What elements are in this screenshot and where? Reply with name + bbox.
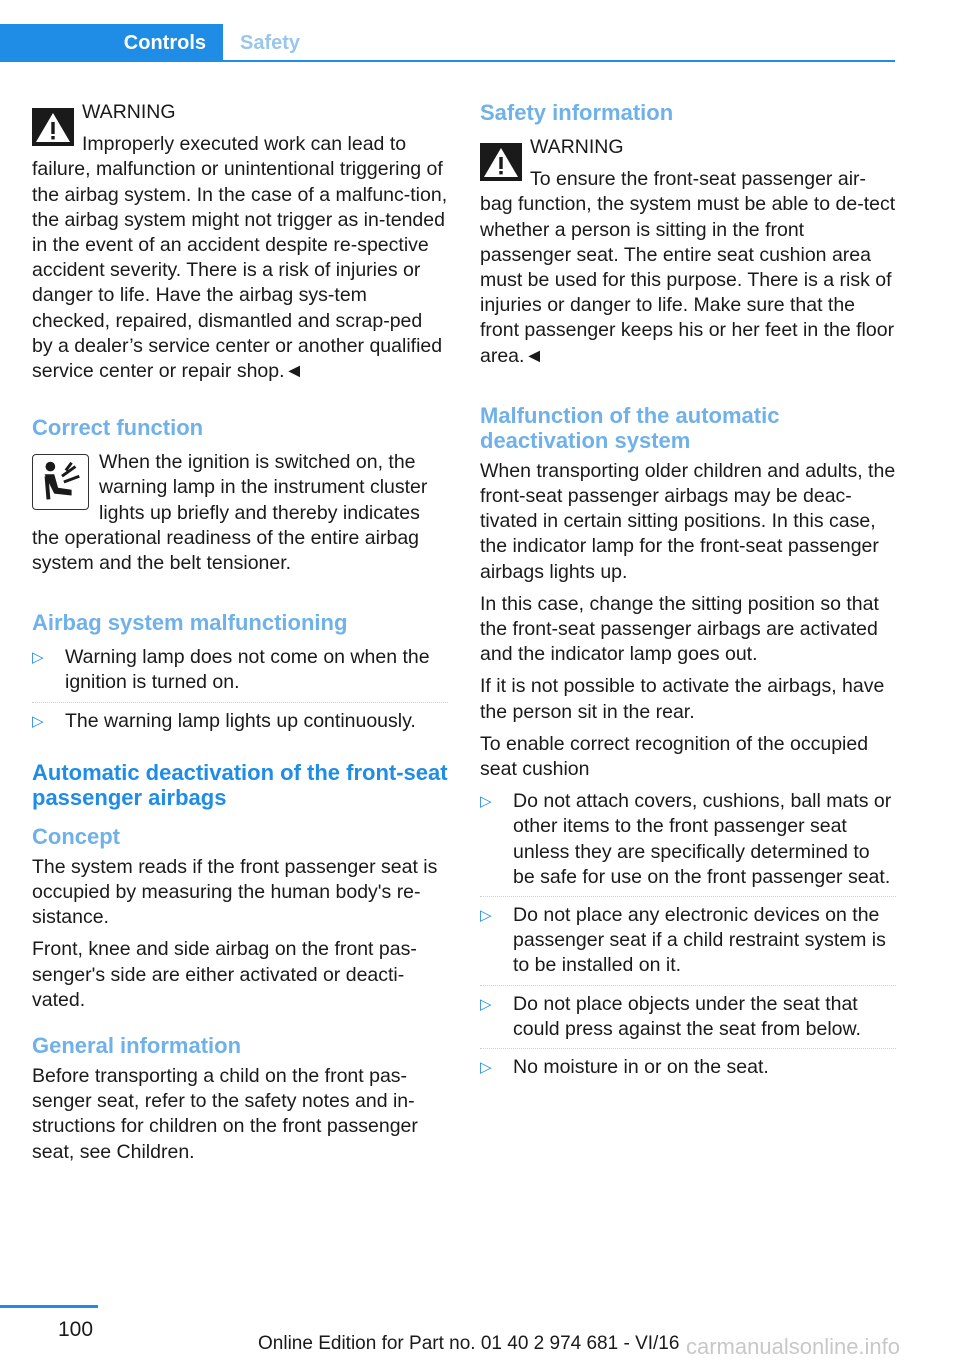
triangle-bullet-icon: ▷ — [480, 1059, 492, 1077]
list-item: ▷ No moisture in or on the seat. — [480, 1055, 896, 1086]
list-item: ▷ Do not place any electronic devices on the passenger seat if a child restraint system is to be installed on it. — [480, 903, 896, 986]
list-item: ▷ Do not attach covers, cushions, ball mats or other items to the front passenger seat unless they are specifically determined to be safe for use on the front passenger seat. — [480, 789, 896, 897]
triangle-bullet-icon: ▷ — [32, 649, 44, 667]
list-item: ▷ The warning lamp lights up continuously. — [32, 709, 448, 740]
malfunction-auto-text-4: To enable correct recognition of the occupied seat cushion — [480, 732, 869, 781]
warning-triangle-icon — [32, 108, 74, 146]
heading-auto-deactivation: Automatic deactivation of the front-seat passenger airbags — [32, 759, 448, 810]
concept-section — [32, 824, 448, 1013]
tab-controls[interactable]: Controls — [0, 24, 223, 60]
correct-function-block — [32, 450, 448, 576]
warning-block — [32, 100, 448, 384]
malfunction-auto-text-2: In this case, change the sitting position so that the front-seat passenger airbags are activated and the indicator lamp goes out. — [480, 592, 879, 666]
airbag-warning-lamp-icon — [32, 454, 89, 510]
right-column — [480, 100, 896, 1106]
heading-concept: Concept — [32, 823, 120, 849]
warning-triangle-icon — [480, 143, 522, 181]
safety-warning-text: To ensure the front-seat passenger air-bag function, the system must be able to de-tect whether a person is sitting in the front passenger seat. The entire seat cushion area must be used for this purpose. There is a risk of injuries or danger to life. Make sure that the front passenger keeps his or her feet in the floor area.◄ — [480, 168, 896, 367]
heading-safety-info: Safety information — [480, 100, 674, 125]
triangle-bullet-icon: ▷ — [32, 712, 44, 730]
triangle-bullet-icon: ▷ — [480, 793, 492, 811]
correct-function-text: When the ignition is switched on, the warning lamp in the instrument cluster lights up briefly and thereby indicates the operational readiness of the entire airbag system and the belt tensioner. — [32, 451, 428, 575]
general-info-text: Before transporting a child on the front pas-senger seat, refer to the safety notes and in-structions for children on the front passenger seat, see Children. — [32, 1065, 418, 1163]
heading-airbag-malfunction: Airbag system malfunctioning — [32, 610, 348, 636]
safety-warning-block — [480, 135, 896, 369]
recognition-list — [480, 789, 896, 1086]
general-info-section — [32, 1033, 448, 1165]
tab-safety[interactable]: Safety — [240, 32, 301, 54]
triangle-bullet-icon: ▷ — [480, 995, 492, 1013]
malfunction-list — [32, 645, 448, 740]
page-number: 100 — [58, 1318, 94, 1341]
header-tabs — [0, 24, 895, 62]
list-item: ▷ Warning lamp does not come on when the ignition is turned on. — [32, 645, 448, 702]
warning-text: Improperly executed work can lead to failure, malfunction or unintentional triggering of the airbag system. In the case of a malfunc-tion, the airbag system might not trigger as in-tended in the event of an accident despite re-spective accident severity. There is a risk of injuries or danger to life. Have the airbag sys-tem checked, repaired, dismantled and scrap-ped by a dealer’s service center or another qualified service center or repair shop.◄ — [32, 133, 448, 383]
heading-general-info: General information — [32, 1033, 242, 1059]
list-item: ▷ Do not place objects under the seat that could press against the seat from below. — [480, 992, 896, 1049]
malfunction-auto-text-1: When transporting older children and adults, the front-seat passenger airbags may be deac-tivated in certain sitting positions. In this case, the indicator lamp for the front-seat passenger airbags lights up. — [480, 459, 896, 583]
triangle-bullet-icon: ▷ — [480, 907, 492, 925]
heading-correct-function: Correct function — [32, 415, 204, 441]
footer-edition: Online Edition for Part no. 01 40 2 974 681 - VI/16 — [258, 1333, 680, 1354]
concept-text-1: The system reads if the front passenger seat is occupied by measuring the human body's re-sistance. — [32, 855, 438, 929]
watermark: carmanualsonline.info — [686, 1334, 901, 1359]
left-column — [32, 100, 448, 1185]
concept-text-2: Front, knee and side airbag on the front pas-senger's side are either activated or deacti-vated. — [32, 938, 417, 1011]
malfunction-auto-text-3: If it is not possible to activate the airbags, have the person sit in the rear. — [480, 675, 885, 723]
warning-heading: WARNING — [82, 101, 176, 123]
warning-heading: WARNING — [530, 136, 624, 158]
footer-accent-line — [0, 1305, 98, 1308]
heading-malfunction-auto: Malfunction of the automatic deactivation system — [480, 402, 780, 453]
